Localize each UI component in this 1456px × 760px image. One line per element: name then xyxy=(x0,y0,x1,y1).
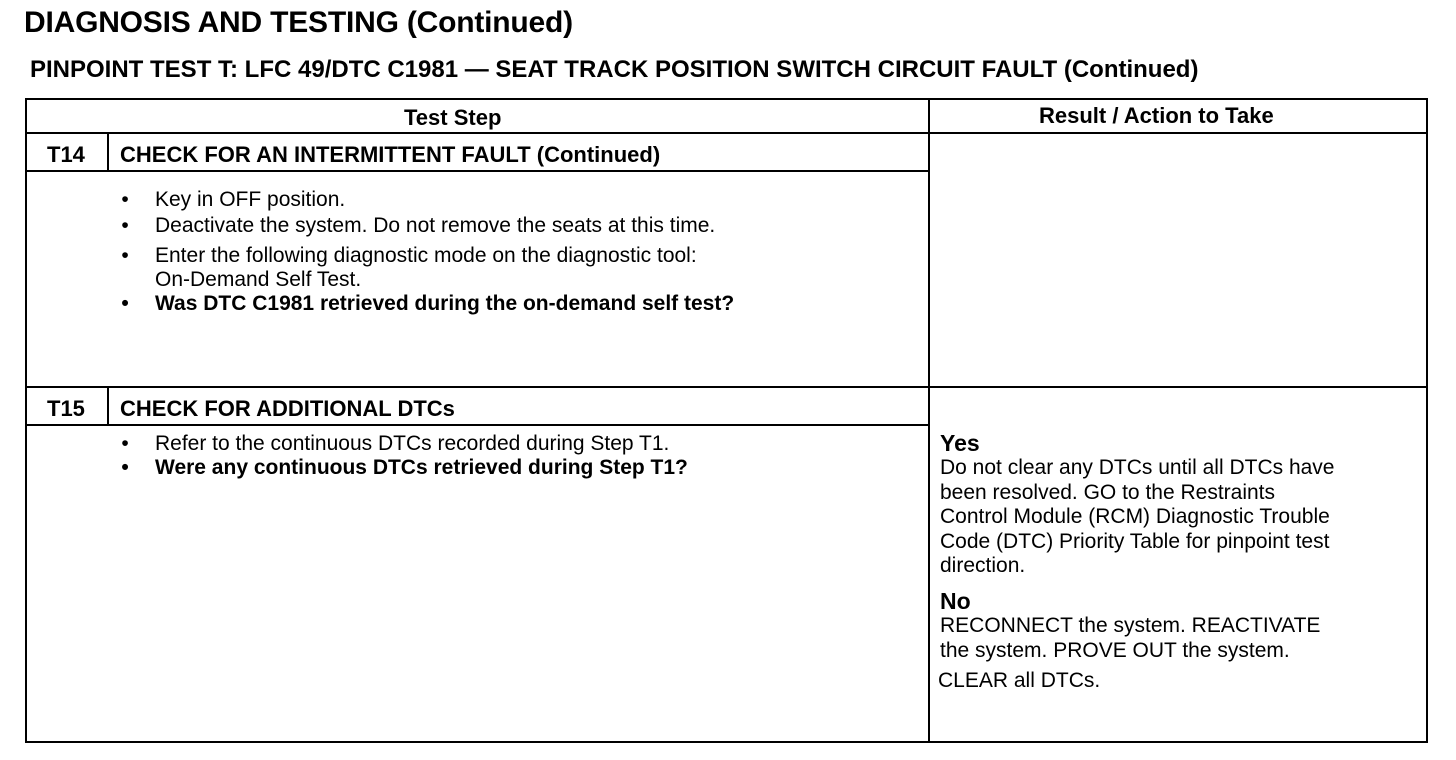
result-no-heading: No xyxy=(940,588,971,614)
list-item xyxy=(115,432,915,456)
result-no-line: the system. PROVE OUT the system. xyxy=(940,638,1290,662)
step-number-divider xyxy=(107,388,109,426)
result-yes-line: Code (DTC) Priority Table for pinpoint test xyxy=(940,529,1330,553)
bullet-text-continued: On-Demand Self Test. xyxy=(155,268,362,291)
step-title-t15: CHECK FOR ADDITIONAL DTCs xyxy=(120,396,455,421)
header-test-step: Test Step xyxy=(404,105,502,130)
list-item xyxy=(115,456,915,480)
bullet-glyph: • xyxy=(121,214,129,237)
result-yes-line: direction. xyxy=(940,554,1026,577)
result-no-line: RECONNECT the system. REACTIVATE xyxy=(940,614,1321,637)
step-title-t14: CHECK FOR AN INTERMITTENT FAULT (Continued) xyxy=(120,142,661,167)
step-title-underline xyxy=(27,170,928,172)
bullet-text: Was DTC C1981 retrieved during the on-demand self test? xyxy=(155,292,735,315)
page-title: DIAGNOSIS AND TESTING (Continued) xyxy=(24,6,573,39)
step-title-underline xyxy=(27,424,928,426)
result-yes xyxy=(940,430,1424,579)
bullet-glyph: • xyxy=(121,188,129,211)
bullet-glyph: • xyxy=(121,432,129,455)
result-yes-line: been resolved. GO to the Restraints xyxy=(940,480,1276,504)
step-t15-bullets xyxy=(115,432,915,480)
list-item xyxy=(115,214,915,238)
list-item xyxy=(115,244,915,292)
list-item xyxy=(115,188,915,212)
step-number-t15: T15 xyxy=(47,396,85,421)
bullet-text: Enter the following diagnostic mode on the diagnostic tool: xyxy=(155,244,697,267)
bullet-text: Were any continuous DTCs retrieved during Step T1? xyxy=(155,456,688,479)
bullet-text: Key in OFF position. xyxy=(155,188,346,211)
result-yes-line: Control Module (RCM) Diagnostic Trouble xyxy=(940,505,1330,528)
result-no xyxy=(940,588,1424,694)
test-table xyxy=(25,98,1428,743)
row-divider xyxy=(27,386,1426,388)
result-yes-line: Do not clear any DTCs until all DTCs have xyxy=(940,456,1335,479)
bullet-text: Refer to the continuous DTCs recorded during Step T1. xyxy=(155,432,670,455)
bullet-glyph: • xyxy=(121,244,129,267)
bullet-glyph: • xyxy=(121,292,129,315)
bullet-glyph: • xyxy=(121,456,129,479)
header-result-action: Result / Action to Take xyxy=(1039,103,1274,128)
step-number-divider xyxy=(107,134,109,172)
result-no-line: CLEAR all DTCs. xyxy=(938,669,1101,692)
pinpoint-test-subtitle: PINPOINT TEST T: LFC 49/DTC C1981 — SEAT TRACK POSITION SWITCH CIRCUIT FAULT (Continued) xyxy=(30,56,1199,83)
step-number-t14: T14 xyxy=(47,142,85,167)
step-t14-bullets xyxy=(115,188,915,316)
result-yes-heading: Yes xyxy=(940,430,980,456)
list-item xyxy=(115,292,915,316)
column-divider xyxy=(928,100,930,741)
bullet-text: Deactivate the system. Do not remove the seats at this time. xyxy=(155,214,716,237)
header-row-divider xyxy=(27,132,1426,134)
